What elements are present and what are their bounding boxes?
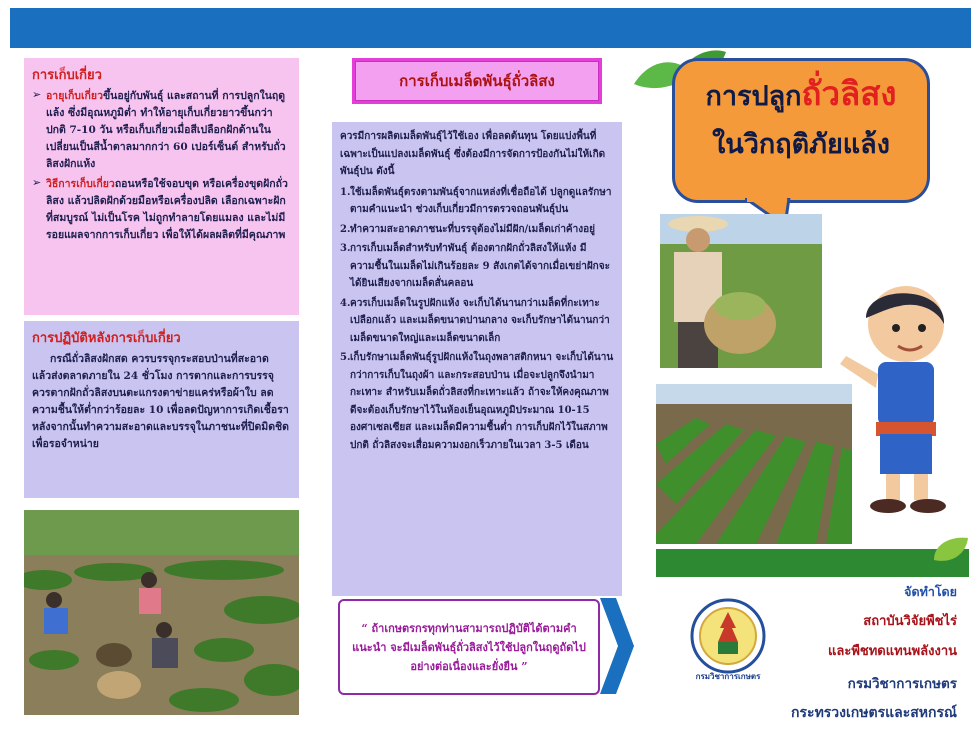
harvest-age-text: ขึ้นอยู่กับพันธุ์ และสถานที่ การปลูกในฤดูแล้ง ซึ่งมีอุณหภูมิต่ำ ทำให้อายุเก็บเกี่ยวยาวขึ้นกว่าปกติ 7-10 วัน หรือเก็บเกี่ยวเมื่อสีเปลือกฝักด้านในเปลี่ยนเป็นสีน้ำตาลมากกว่า 60 เปอร์เซ็นต์ สำหรับถั่วลิสงฝักแห้ง [46,90,286,170]
seed-title: การเก็บเมล็ดพันธุ์ถั่วลิสง [355,61,599,101]
list-item: 4. ควรเก็บเมล็ดในรูปฝักแห้ง จะเก็บได้นานกว่าเมล็ดที่กะเทาะเปลือกแล้ว และเมล็ดขนาดปานกลาง จะเก็บรักษาได้นานกว่าเมล็ดขนาดใหญ่และเมล็ดขนาดเล็ก [340,297,610,344]
harvest-age-lead: อายุเก็บเกี่ยว [46,90,103,102]
peanut-field-photo [656,384,852,544]
harvest-method-lead: วิธีการเก็บเกี่ยว [46,178,115,190]
harvest-heading: การเก็บเกี่ยว [32,68,102,83]
institute-line1: สถาบันวิจัยพืชไร่ [863,614,957,629]
list-item: 5. เก็บรักษาเมล็ดพันธุ์รูปฝักแห้งในถุงพลาสติกหนา จะเก็บได้นานกว่าการเก็บในถุงผ้า และกระสอบป่าน เมื่อจะปลูกจึงนำมากะเทาะ สำหรับเมล็ดถั่วลิสงที่กะเทาะแล้ว ถ้าจะให้คงคุณภาพดีจะต้องเก็บรักษาไว้ในห้องเย็นอุณหภูมิประมาณ 10-15 องศาเซลเซียส และเมล็ดมีความชื้นต่ำ การเก็บฝักไว้ในสภาพปกติ ถั่วลิสงจะเสื่อมความงอกเร็วภายในเวลา 3-5 เดือน [340,352,614,451]
list-item: 1. ใช้เมล็ดพันธุ์ตรงตามพันธุ์จากแหล่งที่เชื่อถือได้ ปลูกดูแลรักษาตามคำแนะนำ ช่วงเก็บเกี่ยวมีการตรวจถอนพันธุ์ปน [340,186,612,215]
seed-quote: “ ถ้าเกษตรกรทุกท่านสามารถปฏิบัติได้ตามคำแนะนำ จะมีเมล็ดพันธุ์ถั่วลิสงไว้ใช้ปลูกในฤดูถัดไปอย่างต่อเนื่องและยั่งยืน ” [338,599,600,695]
harvest-method-text: ถอนหรือใช้จอบขุด หรือเครื่องขุดฝักถั่วลิสง แล้วปลิดฝักด้วยมือหรือเครื่องปลิด เลือกเฉพาะฝักที่สมบูรณ์ ไม่เป็นโรค ไม่ถูกทำลายโดยแมลง และไม่มีรอยแผลจากการเก็บเกี่ยว เพื่อให้ได้ผลผลิตที่มีคุณภาพ [46,178,288,241]
harvest-bullet-age [32,88,291,176]
seed-intro: ควรมีการผลิตเมล็ดพันธุ์ไว้ใช้เอง เพื่อลดต้นทุน โดยแบ่งพื้นที่เฉพาะเป็นแปลงเมล็ดพันธุ์ ซึ่งต้องมีการจัดการป้องกันไม่ให้เกิดพันธุ์ปน ดังนี้ [340,131,606,177]
cover-title-pre: การปลูก [705,81,802,112]
department-name: กรมวิชาการเกษตร [847,676,957,692]
institute-line2: และพืชทดแทนพลังงาน [828,644,957,659]
chevron-right-icon [598,598,636,694]
prepared-by-label: จัดทำโดย [904,584,957,599]
seed-panel [332,122,622,596]
department-logo-icon [688,598,768,680]
cover-title [672,70,930,169]
seed-title-box [352,58,602,104]
list-item: 2. ทำความสะอาดภาชนะที่บรรจุต้องไม่มีฝัก/เมล็ดเก่าค้างอยู่ [340,223,595,235]
cover-title-highlight: ถั่วลิสง [801,74,897,113]
postharvest-heading: การปฏิบัติหลังการเก็บเกี่ยว [32,331,181,346]
top-banner [10,8,971,48]
logo-caption: กรมวิชาการเกษตร [695,671,761,681]
cover-title-line2: ในวิกฤติภัยแล้ง [712,129,890,160]
field-workers-photo [24,510,299,715]
harvest-bullet-method [32,176,291,247]
arrow-bullet-icon: ➢ [32,88,42,101]
ministry-name: กระทรวงเกษตรและสหกรณ์ [791,705,957,721]
green-divider-bar [656,549,969,577]
postharvest-text: กรณีถั่วลิสงฝักสด ควรบรรจุกระสอบป่านที่สะอาด แล้วส่งตลาดภายใน 24 ชั่วโมง การตากและการบรรจุ ควรตากฝักถั่วลิสงบนตะแกรงตาข่ายแคร่หรือผ้าใบ ลดความชื้นให้ต่ำกว่าร้อยละ 10 เพื่อลดปัญหาการเกิดเชื้อรา หลังจากนั้นทำความสะอาดและบรรจุในภาชนะที่ปิดมิดชิด เพื่อรอจำหน่าย [32,353,289,450]
list-item: 3. การเก็บเมล็ดสำหรับทำพันธุ์ ต้องตากฝักถั่วลิสงให้แห้ง มีความชื้นในเมล็ดไม่เกินร้อยละ 9 สังเกตได้จากเมื่อเขย่าฝักจะได้ยินเสียงจากเมล็ดสั่นคลอน [340,243,610,289]
arrow-bullet-icon: ➢ [32,176,42,189]
boy-cartoon-icon [836,284,954,524]
small-leaf-icon [930,534,970,564]
farmer-peanuts-photo [660,214,822,368]
harvest-panel [24,58,299,315]
postharvest-panel [24,321,299,498]
